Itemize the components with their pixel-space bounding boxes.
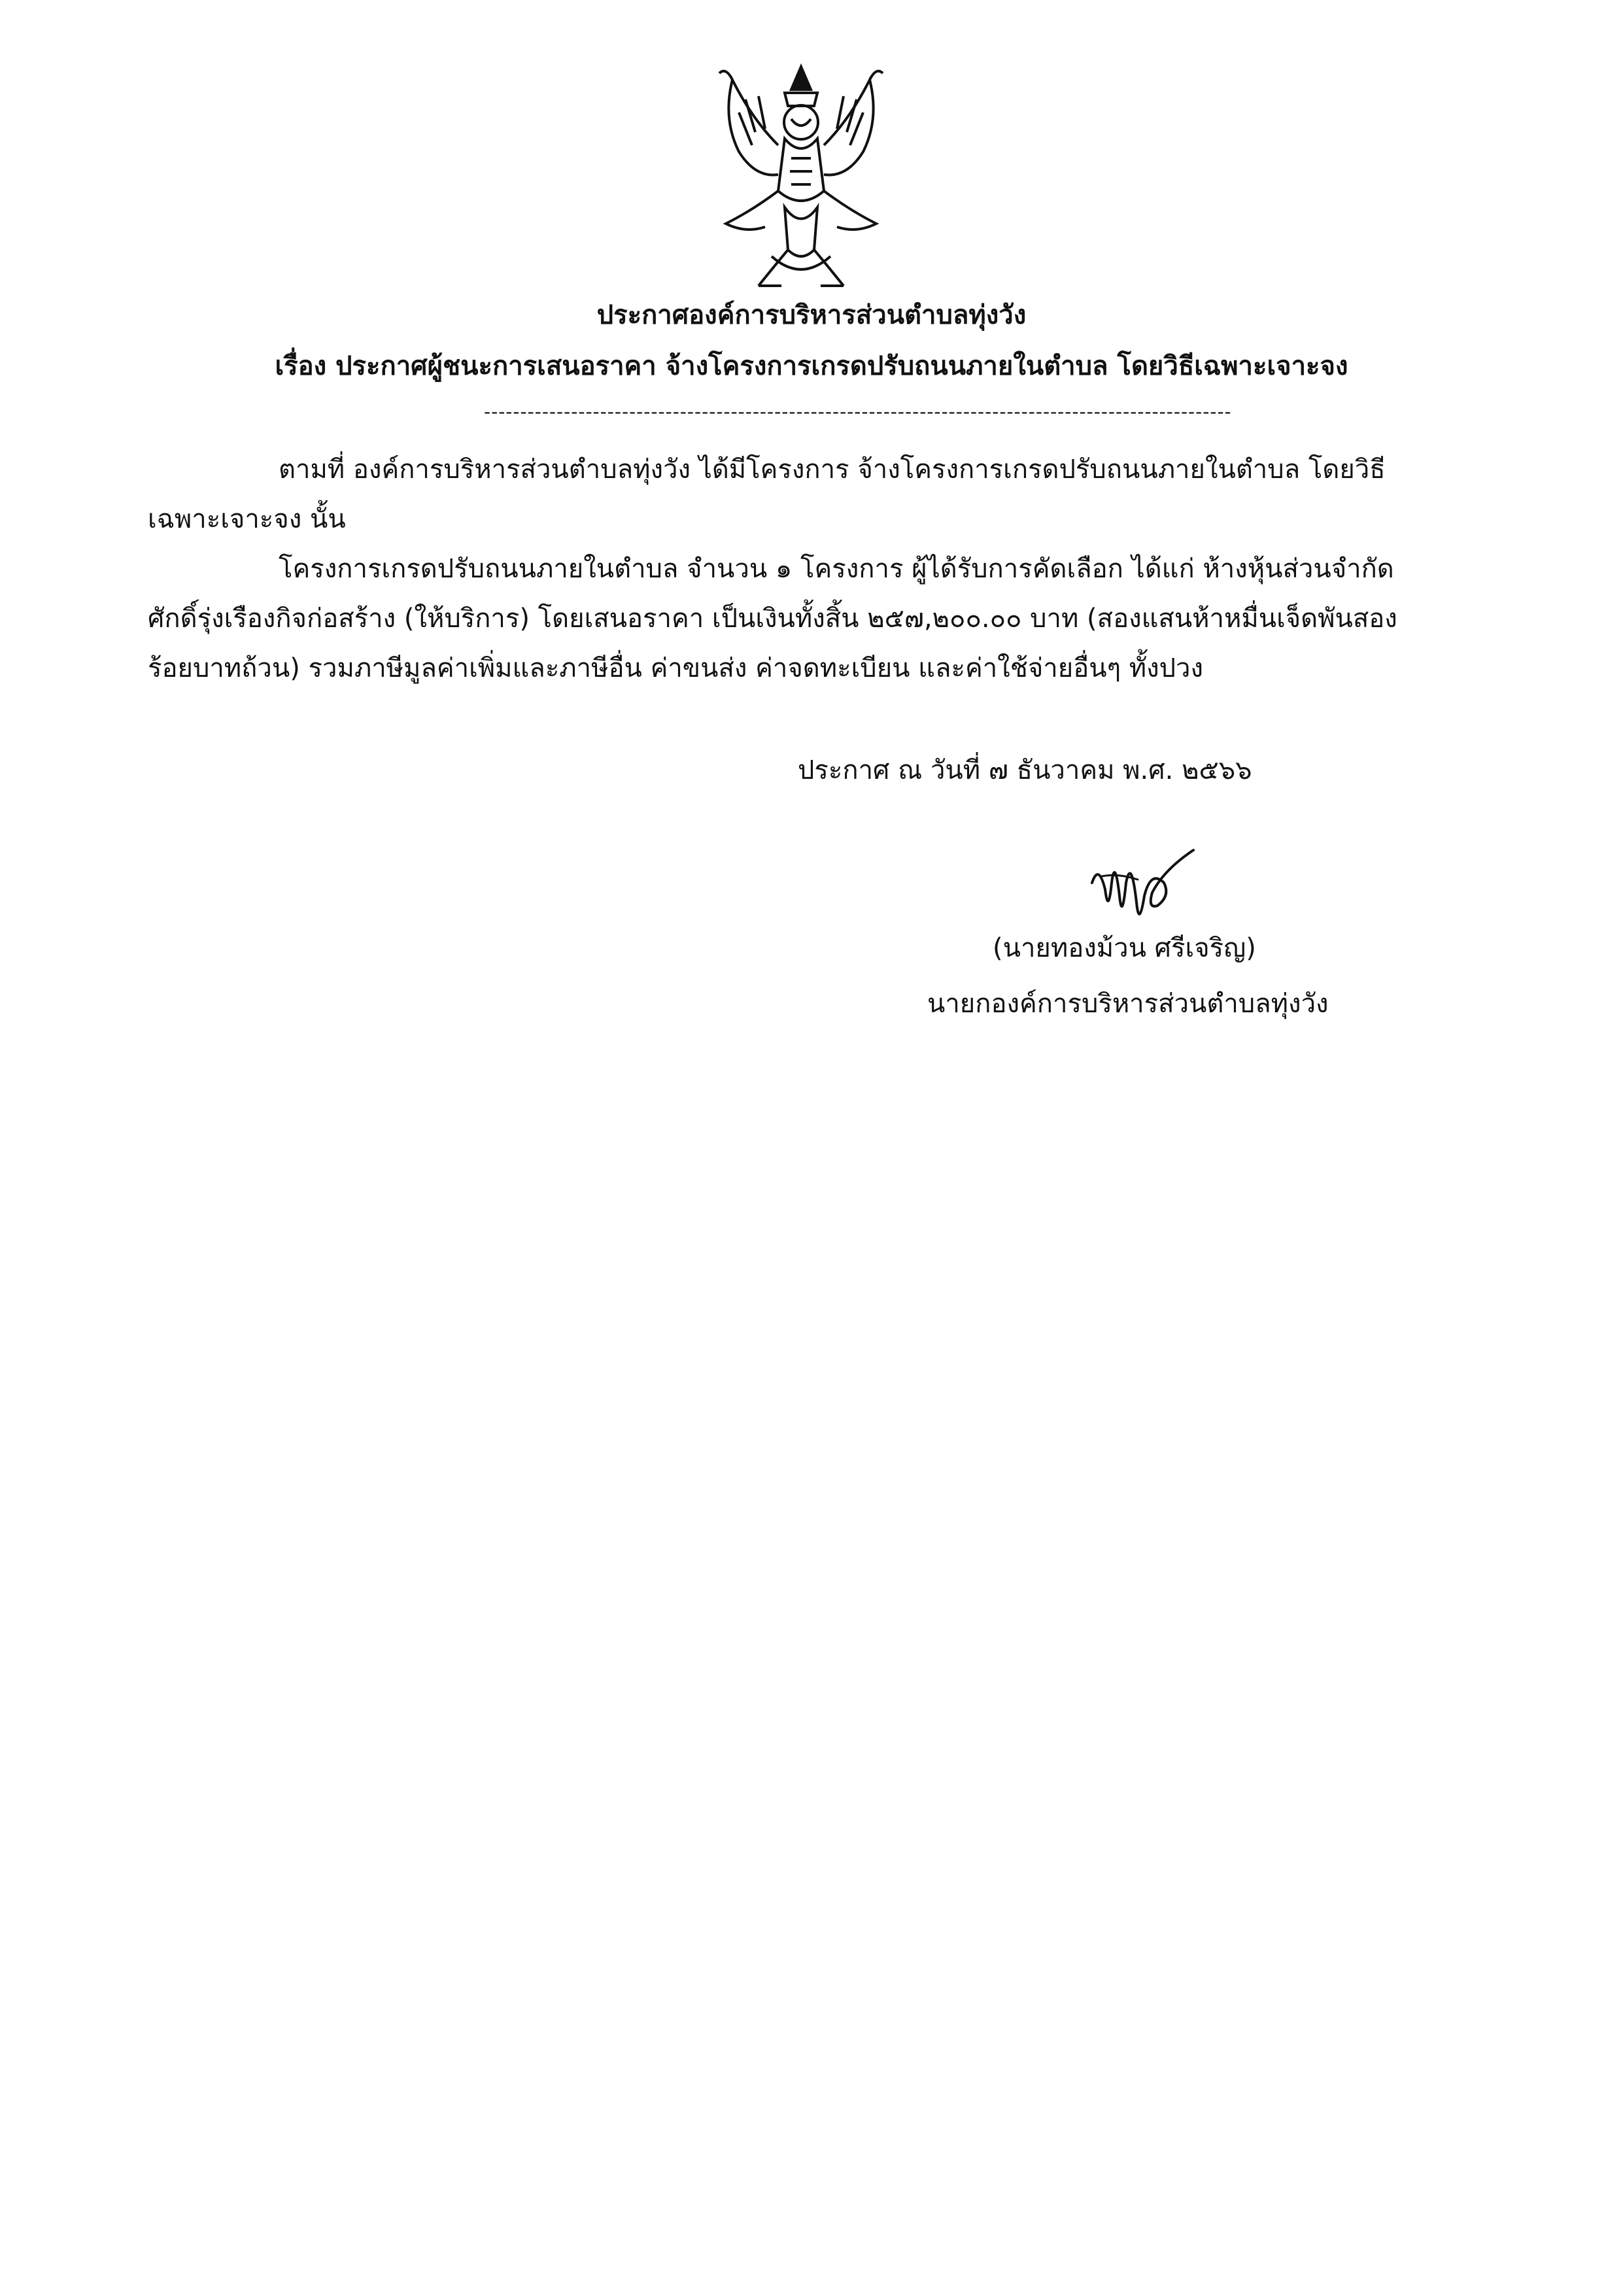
- paragraph-2-line-1: โครงการเกรดปรับถนนภายในตำบล จำนวน ๑ โครงการ ผู้ได้รับการคัดเลือก ได้แก่ ห้างหุ้นส่วนจำกัด: [279, 554, 1394, 584]
- handwritten-signature: [1079, 844, 1210, 935]
- paragraph-1-line-1: ตามที่ องค์การบริหารส่วนตำบลทุ่งวัง ได้มีโครงการ จ้างโครงการเกรดปรับถนนภายในตำบล โดยวิธี: [279, 454, 1386, 485]
- announcement-title: ประกาศองค์การบริหารส่วนตำบลทุ่งวัง: [596, 300, 1027, 330]
- paragraph-2-line-2: ศักดิ์รุ่งเรืองกิจก่อสร้าง (ให้บริการ) โดยเสนอราคา เป็นเงินทั้งสิ้น ๒๕๗,๒๐๐.๐๐ บาท (สองแสนห้าหมื่นเจ็ดพันสอง: [148, 604, 1397, 634]
- announcement-subject: เรื่อง ประกาศผู้ชนะการเสนอราคา จ้างโครงการเกรดปรับถนนภายในตำบล โดยวิธีเฉพาะเจาะจง: [275, 351, 1348, 381]
- garuda-emblem-icon: [693, 60, 909, 296]
- signatory-position: นายกองค์การบริหารส่วนตำบลทุ่งวัง: [927, 989, 1329, 1019]
- signatory-name: (นายทองม้วน ศรีเจริญ): [993, 933, 1256, 963]
- paragraph-1-line-2: เฉพาะเจาะจง นั้น: [148, 504, 346, 534]
- announcement-date: ประกาศ ณ วันที่ ๗ ธันวาคม พ.ศ. ๒๕๖๖: [798, 755, 1252, 785]
- paragraph-2-line-3: ร้อยบาทถ้วน) รวมภาษีมูลค่าเพิ่มและภาษีอื่น ค่าขนส่ง ค่าจดทะเบียน และค่าใช้จ่ายอื่นๆ ทั้งปวง: [148, 653, 1204, 683]
- separator-line: -------------------------------------------------------------------------------------------------------: [484, 401, 1232, 422]
